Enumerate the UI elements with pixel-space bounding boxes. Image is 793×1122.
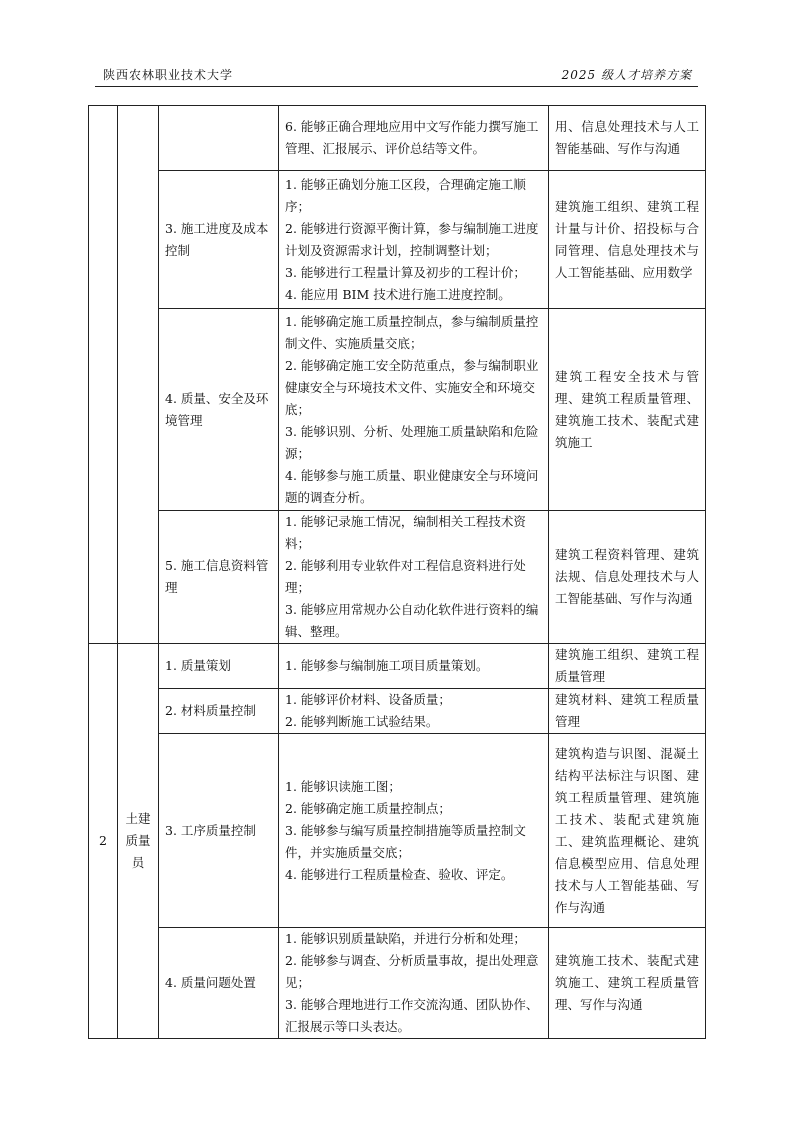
- ability-item: 2. 能够判断施工试验结果。: [285, 714, 439, 729]
- curriculum-table: [88, 105, 706, 1039]
- row-number-cell: 2: [89, 644, 118, 1039]
- ability-item: 1. 能够识读施工图；: [285, 778, 401, 794]
- ability-item: 1. 能够正确划分施工区段，合理确定施工顺序；: [285, 176, 526, 214]
- ability-item: 4. 能应用 BIM 技术进行施工进度控制。: [285, 286, 511, 302]
- course-cell: 建筑施工组织、建筑工程计量与计价、招投标与合同管理、信息处理技术与人工智能基础、应用数学: [549, 171, 706, 309]
- table-row: [89, 171, 706, 309]
- task-cell: 2. 材料质量控制: [159, 689, 279, 734]
- table-row: [89, 511, 706, 644]
- row-number-cell: [89, 106, 118, 644]
- ability-item: 3. 能够合理地进行工作交流沟通、团队协作、汇报展示等口头表达。: [285, 997, 539, 1034]
- ability-item: 2. 能够确定施工安全防范重点，参与编制职业健康安全与环境技术文件、实施安全和环境交底；: [285, 357, 539, 417]
- task-cell: 1. 质量策划: [159, 644, 279, 689]
- course-cell: 建筑施工技术、装配式建筑施工、建筑工程质量管理、写作与沟通: [549, 928, 706, 1039]
- course-cell: 建筑施工组织、建筑工程质量管理: [549, 644, 706, 689]
- ability-item: 3. 能够识别、分析、处理施工质量缺陷和危险源；: [285, 423, 539, 461]
- ability-cell: [279, 928, 549, 1039]
- ability-item: 3. 能够进行工程量计算及初步的工程计价；: [285, 264, 526, 280]
- ability-item: 4. 能够参与施工质量、职业健康安全与环境问题的调查分析。: [285, 467, 539, 505]
- job-role-cell: [118, 106, 159, 644]
- ability-cell: [279, 689, 549, 734]
- ability-item: 2. 能够参与调查、分析质量事故，提出处理意见；: [285, 953, 539, 990]
- ability-item: 2. 能够确定施工质量控制点；: [285, 800, 451, 816]
- ability-item: 1. 能够参与编制施工项目质量策划。: [285, 658, 489, 673]
- ability-item: 1. 能够确定施工质量控制点，参与编制质量控制文件、实施质量交底；: [285, 313, 539, 351]
- ability-item: 1. 能够识别质量缺陷，并进行分析和处理；: [285, 931, 526, 946]
- course-cell: 建筑构造与识图、混凝土结构平法标注与识图、建筑工程质量管理、建筑施工技术、装配式建筑施工、建筑监理概论、建筑信息模型应用、信息处理技术与人工智能基础、写作与沟通: [549, 734, 706, 928]
- table-row: [89, 734, 706, 928]
- ability-item: 1. 能够记录施工情况，编制相关工程技术资料；: [285, 514, 526, 551]
- task-cell: 4. 质量问题处置: [159, 928, 279, 1039]
- ability-cell: [279, 171, 549, 309]
- job-role-cell: 土建质量员: [118, 644, 159, 1039]
- course-cell: 用、信息处理技术与人工智能基础、写作与沟通: [549, 106, 706, 171]
- ability-cell: [279, 106, 549, 171]
- ability-item: 6. 能够正确合理地应用中文写作能力撰写施工管理、汇报展示、评价总结等文件。: [285, 119, 539, 156]
- ability-item: 2. 能够利用专业软件对工程信息资料进行处理；: [285, 558, 526, 595]
- table-row: [89, 689, 706, 734]
- task-cell: [159, 106, 279, 171]
- ability-item: 3. 能够参与编写质量控制措施等质量控制文件，并实施质量交底；: [285, 822, 526, 860]
- ability-item: 4. 能够进行工程质量检查、验收、评定。: [285, 866, 514, 882]
- table-row: [89, 309, 706, 511]
- ability-cell: [279, 309, 549, 511]
- page-header: [95, 64, 698, 87]
- course-cell: 建筑材料、建筑工程质量管理: [549, 689, 706, 734]
- ability-cell: [279, 511, 549, 644]
- task-cell: 4. 质量、安全及环境管理: [159, 309, 279, 511]
- ability-item: 2. 能够进行资源平衡计算，参与编制施工进度计划及资源需求计划，控制调整计划；: [285, 220, 539, 258]
- course-cell: 建筑工程资料管理、建筑法规、信息处理技术与人工智能基础、写作与沟通: [549, 511, 706, 644]
- ability-cell: [279, 644, 549, 689]
- table-row: [89, 928, 706, 1039]
- task-cell: 3. 施工进度及成本控制: [159, 171, 279, 309]
- task-cell: 5. 施工信息资料管理: [159, 511, 279, 644]
- table-row: [89, 644, 706, 689]
- table-row: [89, 106, 706, 171]
- school-name: 陕西农林职业技术大学: [103, 68, 234, 82]
- ability-item: 1. 能够评价材料、设备质量；: [285, 692, 451, 707]
- document-title: 2025 级人才培养方案: [561, 68, 692, 82]
- ability-cell: [279, 734, 549, 928]
- ability-item: 3. 能够应用常规办公自动化软件进行资料的编辑、整理。: [285, 602, 539, 639]
- task-cell: 3. 工序质量控制: [159, 734, 279, 928]
- course-cell: 建筑工程安全技术与管理、建筑工程质量管理、建筑施工技术、装配式建筑施工: [549, 309, 706, 511]
